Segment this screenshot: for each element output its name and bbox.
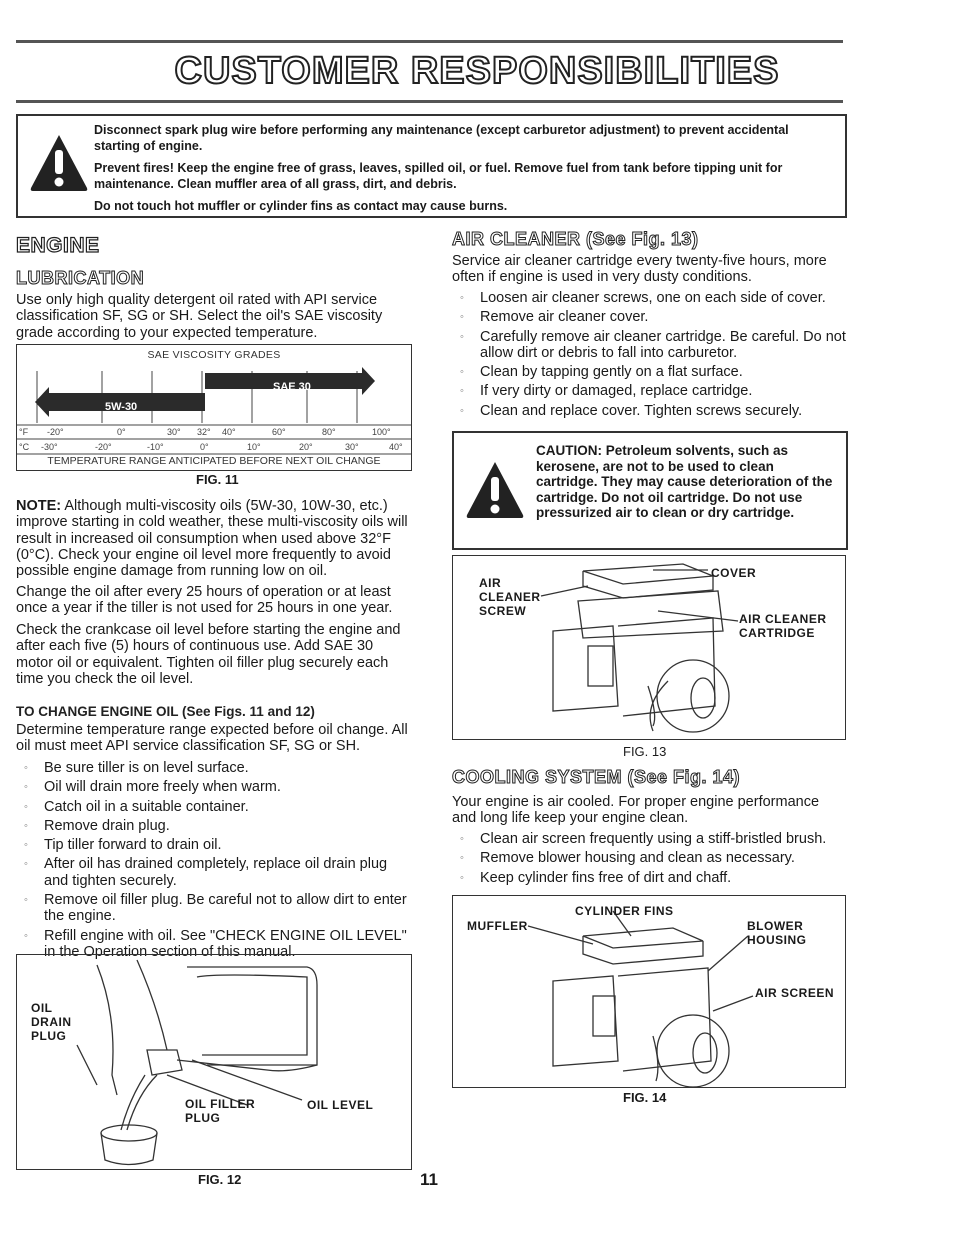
change-oil-heading: TO CHANGE ENGINE OIL (See Figs. 11 and 12) <box>16 704 315 719</box>
list-item: ◦ After oil has drained completely, replace oil drain plug and tighten securely. <box>16 856 412 889</box>
note-label: NOTE: <box>16 498 62 514</box>
list-item: ◦ Oil will drain more freely when warm. <box>16 779 412 795</box>
page-number: 11 <box>420 1170 438 1189</box>
page-title: CUSTOMER RESPONSIBILITIES <box>174 50 780 92</box>
list-item: ◦ Refill engine with oil. See "CHECK ENGINE OIL LEVEL" in the Operation section of this manual. <box>16 928 412 961</box>
caution-box <box>452 431 848 550</box>
list-item: ◦ Remove oil filler plug. Be careful not to allow dirt to enter the engine. <box>16 892 412 925</box>
c-tick: 0° <box>200 442 209 452</box>
warning-line-3: Do not touch hot muffler or cylinder fins as contact may cause burns. <box>94 199 508 213</box>
fig11-footer: TEMPERATURE RANGE ANTICIPATED BEFORE NEXT OIL CHANGE <box>47 455 381 467</box>
list-item: ◦ Catch oil in a suitable container. <box>16 799 412 815</box>
note-text: Although multi-viscosity oils (5W-30, 10W-30, etc.) improve starting in cold weather, these multi-viscosity oils will result in increased oil consumption when used above 32°F (0°C). Check your engine oil level more frequently to avoid possible engine damage from running low on oil. <box>16 498 408 580</box>
caution-text: CAUTION: Petroleum solvents, such as kerosene, are not to be used to clean cartridge. They may cause deterioration of the cartridge. Do not oil cartridge. Do not use pressurized air to clean or dry cartridge. <box>536 443 833 520</box>
f-tick: 80° <box>322 427 336 437</box>
top-rule <box>16 40 843 43</box>
sae30-label: SAE 30 <box>273 381 311 393</box>
lubrication-note <box>16 498 412 579</box>
f-tick: 60° <box>272 427 286 437</box>
air-screen-label: AIR SCREEN <box>755 986 835 1000</box>
title-rule <box>16 100 843 103</box>
cooling-steps <box>452 831 847 889</box>
list-item: ◦ Keep cylinder fins free of dirt and chaff. <box>452 870 847 886</box>
air-cleaner-screw-label: AIR CLEANER SCREW <box>479 576 541 618</box>
engine-heading: ENGINE <box>16 234 100 257</box>
fig12-caption: FIG. 12 <box>198 1172 242 1187</box>
5w30-label: 5W-30 <box>105 401 138 413</box>
fig14-caption: FIG. 14 <box>623 1090 667 1105</box>
list-item: ◦ Loosen air cleaner screws, one on each side of cover. <box>452 290 847 306</box>
list-item: ◦ Remove drain plug. <box>16 818 412 834</box>
c-tick: -30° <box>41 442 58 452</box>
oil-filler-plug-label: OIL FILLER PLUG <box>185 1097 256 1125</box>
change-oil-steps <box>16 760 412 963</box>
warning-line-1: Disconnect spark plug wire before performing any maintenance (except carburetor adjustment) to prevent accidental starting of engine. <box>94 123 789 153</box>
cylinder-fins-label: CYLINDER FINS <box>575 904 674 918</box>
cooling-system-heading: COOLING SYSTEM (See Fig. 14) <box>452 767 741 787</box>
c-tick: 40° <box>389 442 403 452</box>
list-item: ◦ Carefully remove air cleaner cartridge. Be careful. Do not allow dirt or debris to fall into carburetor. <box>452 329 847 362</box>
fig11-caption: FIG. 11 <box>196 472 239 487</box>
list-item: ◦ Clean by tapping gently on a flat surface. <box>452 364 847 380</box>
warning-box <box>16 114 847 218</box>
c-tick: 20° <box>299 442 313 452</box>
change-oil-intro: Determine temperature range expected before oil change. All oil must meet API service classification SF, SG or SH. <box>16 722 408 755</box>
lubrication-intro: Use only high quality detergent oil rated with API service classification SF, SG or SH. Select the oil's SAE viscosity grade according to your expected temperature. <box>16 292 383 341</box>
oil-change-interval: Change the oil after every 25 hours of operation or at least once a year if the tiller is not used for 25 hours in one year. <box>16 584 393 617</box>
warning-line-2: Prevent fires! Keep the engine free of grass, leaves, spilled oil, or fuel. Remove fuel from tank before tipping unit for maintenance. Clean muffler area of all grass, dirt, and debris. <box>94 161 783 191</box>
c-tick: 30° <box>345 442 359 452</box>
air-cleaner-cartridge-label: AIR CLEANER CARTRIDGE <box>739 612 827 640</box>
list-item: ◦ Remove air cleaner cover. <box>452 309 847 325</box>
air-cleaner-heading: AIR CLEANER (See Fig. 13) <box>452 229 699 249</box>
list-item: ◦ Remove blower housing and clean as necessary. <box>452 850 847 866</box>
engine-drawing <box>17 955 411 1169</box>
f-tick: 30° <box>167 427 181 437</box>
f-tick: 32° <box>197 427 211 437</box>
fig14-cooling-illustration <box>452 895 846 1088</box>
fig11-viscosity-chart <box>16 344 412 471</box>
warning-text <box>94 122 834 220</box>
warning-triangle-icon <box>28 132 90 194</box>
warning-triangle-icon <box>464 459 526 521</box>
f-tick: 100° <box>372 427 391 437</box>
list-item: ◦ Be sure tiller is on level surface. <box>16 760 412 776</box>
fahrenheit-unit: °F <box>19 427 29 437</box>
c-tick: -10° <box>147 442 164 452</box>
f-tick: 40° <box>222 427 236 437</box>
muffler-label: MUFFLER <box>467 919 528 933</box>
f-tick: 0° <box>117 427 126 437</box>
cover-label: COVER <box>711 566 757 580</box>
f-tick: -20° <box>47 427 64 437</box>
oil-drain-plug-label: OIL DRAIN PLUG <box>31 1001 72 1043</box>
fig12-oil-drain-illustration <box>16 954 412 1170</box>
c-tick: -20° <box>95 442 112 452</box>
lubrication-heading: LUBRICATION <box>16 268 145 288</box>
list-item: ◦ Clean and replace cover. Tighten screws securely. <box>452 403 847 419</box>
cooling-intro: Your engine is air cooled. For proper engine performance and long life keep your engine clean. <box>452 794 820 827</box>
air-cleaner-steps <box>452 290 847 422</box>
blower-housing-label: BLOWER HOUSING <box>747 919 807 947</box>
oil-level-check: Check the crankcase oil level before starting the engine and after each five (5) hours of continuous use. Add SAE 30 motor oil or equivalent. Tighten oil filler plug securely each time you check the oil level. <box>16 622 401 687</box>
fig11-title: SAE VISCOSITY GRADES <box>147 349 281 361</box>
list-item: ◦ Tip tiller forward to drain oil. <box>16 837 412 853</box>
fig13-caption: FIG. 13 <box>623 744 667 759</box>
oil-level-label: OIL LEVEL <box>307 1098 374 1112</box>
celsius-unit: °C <box>19 442 30 452</box>
air-cleaner-intro: Service air cleaner cartridge every twenty-five hours, more often if engine is used in very dusty conditions. <box>452 253 827 286</box>
c-tick: 10° <box>247 442 261 452</box>
list-item: ◦ If very dirty or damaged, replace cartridge. <box>452 383 847 399</box>
list-item: ◦ Clean air screen frequently using a stiff-bristled brush. <box>452 831 847 847</box>
fig13-air-cleaner-illustration <box>452 555 846 740</box>
